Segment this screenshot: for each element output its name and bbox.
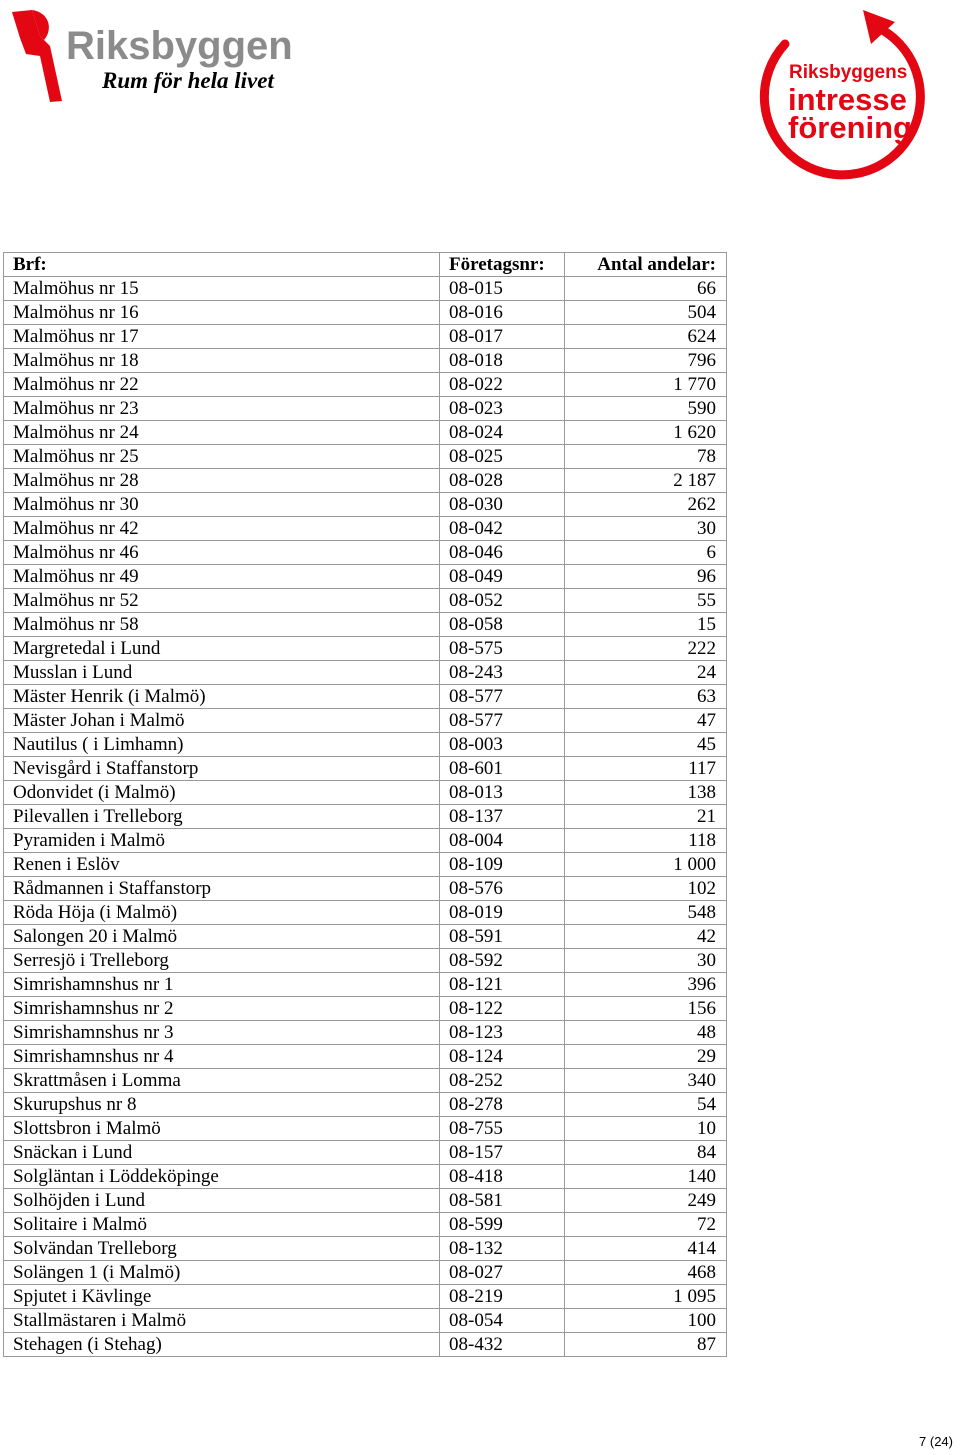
table-row — [4, 709, 727, 733]
cell-foretagsnr: 08-025 — [440, 445, 565, 469]
cell-foretagsnr: 08-124 — [440, 1045, 565, 1069]
intresseforening-logo — [755, 4, 940, 192]
table-row — [4, 1165, 727, 1189]
cell-antal-andelar: 30 — [565, 517, 727, 541]
cell-foretagsnr: 08-028 — [440, 469, 565, 493]
share-table — [3, 252, 727, 1357]
table-row — [4, 1045, 727, 1069]
cell-antal-andelar: 84 — [565, 1141, 727, 1165]
cell-brf: Solgläntan i Löddeköpinge — [4, 1165, 440, 1189]
cell-foretagsnr: 08-054 — [440, 1309, 565, 1333]
cell-antal-andelar: 590 — [565, 397, 727, 421]
cell-foretagsnr: 08-018 — [440, 349, 565, 373]
table-row — [4, 781, 727, 805]
table-row — [4, 349, 727, 373]
cell-antal-andelar: 24 — [565, 661, 727, 685]
cell-antal-andelar: 140 — [565, 1165, 727, 1189]
cell-antal-andelar: 222 — [565, 637, 727, 661]
cell-antal-andelar: 249 — [565, 1189, 727, 1213]
table-row — [4, 949, 727, 973]
cell-antal-andelar: 796 — [565, 349, 727, 373]
table-row — [4, 1189, 727, 1213]
cell-antal-andelar: 63 — [565, 685, 727, 709]
cell-brf: Solhöjden i Lund — [4, 1189, 440, 1213]
cell-brf: Mäster Johan i Malmö — [4, 709, 440, 733]
logo-line-3: förening — [788, 110, 912, 145]
table-row — [4, 397, 727, 421]
table-row — [4, 1261, 727, 1285]
cell-brf: Malmöhus nr 24 — [4, 421, 440, 445]
riksbyggen-tagline: Rum för hela livet — [102, 68, 274, 93]
header-foretagsnr: Företagsnr: — [440, 253, 565, 277]
table-row — [4, 1069, 727, 1093]
cell-brf: Nevisgård i Staffanstorp — [4, 757, 440, 781]
table-row — [4, 829, 727, 853]
cell-antal-andelar: 340 — [565, 1069, 727, 1093]
cell-foretagsnr: 08-592 — [440, 949, 565, 973]
cell-antal-andelar: 55 — [565, 589, 727, 613]
cell-foretagsnr: 08-052 — [440, 589, 565, 613]
cell-brf: Malmöhus nr 30 — [4, 493, 440, 517]
cell-brf: Slottsbron i Malmö — [4, 1117, 440, 1141]
table-row — [4, 877, 727, 901]
cell-foretagsnr: 08-755 — [440, 1117, 565, 1141]
cell-brf: Malmöhus nr 15 — [4, 277, 440, 301]
table-row — [4, 301, 727, 325]
cell-foretagsnr: 08-252 — [440, 1069, 565, 1093]
table-row — [4, 325, 727, 349]
cell-antal-andelar: 96 — [565, 565, 727, 589]
cell-antal-andelar: 42 — [565, 925, 727, 949]
cell-brf: Malmöhus nr 18 — [4, 349, 440, 373]
riksbyggen-logo — [10, 6, 300, 106]
cell-foretagsnr: 08-023 — [440, 397, 565, 421]
table-row — [4, 997, 727, 1021]
cell-antal-andelar: 45 — [565, 733, 727, 757]
cell-foretagsnr: 08-243 — [440, 661, 565, 685]
cell-antal-andelar: 118 — [565, 829, 727, 853]
cell-foretagsnr: 08-024 — [440, 421, 565, 445]
cell-antal-andelar: 10 — [565, 1117, 727, 1141]
cell-antal-andelar: 396 — [565, 973, 727, 997]
table-row — [4, 541, 727, 565]
cell-antal-andelar: 72 — [565, 1213, 727, 1237]
table-row — [4, 469, 727, 493]
cell-brf: Malmöhus nr 46 — [4, 541, 440, 565]
cell-brf: Renen i Eslöv — [4, 853, 440, 877]
cell-brf: Simrishamnshus nr 3 — [4, 1021, 440, 1045]
cell-antal-andelar: 21 — [565, 805, 727, 829]
cell-brf: Skrattmåsen i Lomma — [4, 1069, 440, 1093]
header-brf: Brf: — [4, 253, 440, 277]
cell-antal-andelar: 262 — [565, 493, 727, 517]
table-row — [4, 1021, 727, 1045]
table-row — [4, 901, 727, 925]
cell-brf: Skurupshus nr 8 — [4, 1093, 440, 1117]
cell-antal-andelar: 47 — [565, 709, 727, 733]
table-row — [4, 1213, 727, 1237]
cell-foretagsnr: 08-019 — [440, 901, 565, 925]
cell-foretagsnr: 08-601 — [440, 757, 565, 781]
cell-antal-andelar: 138 — [565, 781, 727, 805]
cell-antal-andelar: 30 — [565, 949, 727, 973]
cell-brf: Simrishamnshus nr 2 — [4, 997, 440, 1021]
cell-foretagsnr: 08-157 — [440, 1141, 565, 1165]
table-row — [4, 373, 727, 397]
cell-foretagsnr: 08-013 — [440, 781, 565, 805]
cell-antal-andelar: 504 — [565, 301, 727, 325]
cell-brf: Malmöhus nr 25 — [4, 445, 440, 469]
cell-brf: Malmöhus nr 17 — [4, 325, 440, 349]
cell-foretagsnr: 08-017 — [440, 325, 565, 349]
cell-brf: Salongen 20 i Malmö — [4, 925, 440, 949]
cell-antal-andelar: 15 — [565, 613, 727, 637]
cell-antal-andelar: 1 620 — [565, 421, 727, 445]
cell-foretagsnr: 08-591 — [440, 925, 565, 949]
cell-brf: Simrishamnshus nr 4 — [4, 1045, 440, 1069]
cell-foretagsnr: 08-016 — [440, 301, 565, 325]
cell-antal-andelar: 54 — [565, 1093, 727, 1117]
cell-brf: Pyramiden i Malmö — [4, 829, 440, 853]
cell-foretagsnr: 08-122 — [440, 997, 565, 1021]
table-row — [4, 565, 727, 589]
table-row — [4, 589, 727, 613]
cell-foretagsnr: 08-027 — [440, 1261, 565, 1285]
cell-foretagsnr: 08-575 — [440, 637, 565, 661]
cell-antal-andelar: 1 095 — [565, 1285, 727, 1309]
cell-foretagsnr: 08-058 — [440, 613, 565, 637]
cell-antal-andelar: 29 — [565, 1045, 727, 1069]
cell-antal-andelar: 468 — [565, 1261, 727, 1285]
table-row — [4, 853, 727, 877]
logo-line-1: Riksbyggens — [789, 62, 908, 83]
cell-foretagsnr: 08-576 — [440, 877, 565, 901]
cell-foretagsnr: 08-042 — [440, 517, 565, 541]
cell-foretagsnr: 08-123 — [440, 1021, 565, 1045]
cell-antal-andelar: 1 770 — [565, 373, 727, 397]
cell-antal-andelar: 624 — [565, 325, 727, 349]
cell-brf: Stallmästaren i Malmö — [4, 1309, 440, 1333]
cell-brf: Rådmannen i Staffanstorp — [4, 877, 440, 901]
table-row — [4, 277, 727, 301]
cell-foretagsnr: 08-049 — [440, 565, 565, 589]
cell-antal-andelar: 78 — [565, 445, 727, 469]
cell-brf: Margretedal i Lund — [4, 637, 440, 661]
cell-brf: Malmöhus nr 22 — [4, 373, 440, 397]
cell-antal-andelar: 87 — [565, 1333, 727, 1357]
cell-brf: Malmöhus nr 58 — [4, 613, 440, 637]
table-row — [4, 1237, 727, 1261]
table-row — [4, 1333, 727, 1357]
table-row — [4, 925, 727, 949]
table-row — [4, 421, 727, 445]
cell-brf: Spjutet i Kävlinge — [4, 1285, 440, 1309]
cell-antal-andelar: 66 — [565, 277, 727, 301]
table-row — [4, 805, 727, 829]
cell-brf: Malmöhus nr 23 — [4, 397, 440, 421]
cell-brf: Mäster Henrik (i Malmö) — [4, 685, 440, 709]
table-row — [4, 1117, 727, 1141]
cell-antal-andelar: 102 — [565, 877, 727, 901]
cell-brf: Malmöhus nr 49 — [4, 565, 440, 589]
cell-foretagsnr: 08-432 — [440, 1333, 565, 1357]
cell-antal-andelar: 156 — [565, 997, 727, 1021]
cell-foretagsnr: 08-577 — [440, 685, 565, 709]
cell-foretagsnr: 08-121 — [440, 973, 565, 997]
page-number: 7 (24) — [919, 1434, 953, 1449]
cell-foretagsnr: 08-581 — [440, 1189, 565, 1213]
cell-foretagsnr: 08-015 — [440, 277, 565, 301]
table-row — [4, 445, 727, 469]
cell-antal-andelar: 414 — [565, 1237, 727, 1261]
cell-foretagsnr: 08-132 — [440, 1237, 565, 1261]
cell-brf: Malmöhus nr 52 — [4, 589, 440, 613]
cell-brf: Stehagen (i Stehag) — [4, 1333, 440, 1357]
cell-foretagsnr: 08-022 — [440, 373, 565, 397]
cell-brf: Röda Höja (i Malmö) — [4, 901, 440, 925]
riksbyggen-wordmark: Riksbyggen — [66, 24, 293, 68]
cell-foretagsnr: 08-577 — [440, 709, 565, 733]
cell-antal-andelar: 6 — [565, 541, 727, 565]
cell-antal-andelar: 1 000 — [565, 853, 727, 877]
cell-foretagsnr: 08-418 — [440, 1165, 565, 1189]
table-row — [4, 1309, 727, 1333]
table-header-row — [4, 253, 727, 277]
cell-foretagsnr: 08-137 — [440, 805, 565, 829]
cell-brf: Snäckan i Lund — [4, 1141, 440, 1165]
cell-antal-andelar: 2 187 — [565, 469, 727, 493]
cell-antal-andelar: 548 — [565, 901, 727, 925]
table-row — [4, 1141, 727, 1165]
table-row — [4, 637, 727, 661]
cell-brf: Simrishamnshus nr 1 — [4, 973, 440, 997]
cell-antal-andelar: 48 — [565, 1021, 727, 1045]
cell-brf: Malmöhus nr 28 — [4, 469, 440, 493]
cell-brf: Musslan i Lund — [4, 661, 440, 685]
cell-foretagsnr: 08-109 — [440, 853, 565, 877]
cell-antal-andelar: 117 — [565, 757, 727, 781]
cell-foretagsnr: 08-003 — [440, 733, 565, 757]
table-row — [4, 685, 727, 709]
table-row — [4, 661, 727, 685]
cell-brf: Serresjö i Trelleborg — [4, 949, 440, 973]
logo-line-2: intresse — [788, 82, 907, 117]
table-row — [4, 613, 727, 637]
cell-brf: Odonvidet (i Malmö) — [4, 781, 440, 805]
table-row — [4, 757, 727, 781]
header-antal-andelar: Antal andelar: — [565, 253, 727, 277]
table-row — [4, 493, 727, 517]
table-row — [4, 1093, 727, 1117]
cell-brf: Solängen 1 (i Malmö) — [4, 1261, 440, 1285]
table-row — [4, 973, 727, 997]
cell-foretagsnr: 08-046 — [440, 541, 565, 565]
cell-brf: Pilevallen i Trelleborg — [4, 805, 440, 829]
cell-foretagsnr: 08-599 — [440, 1213, 565, 1237]
cell-foretagsnr: 08-278 — [440, 1093, 565, 1117]
table-row — [4, 733, 727, 757]
cell-brf: Nautilus ( i Limhamn) — [4, 733, 440, 757]
cell-brf: Malmöhus nr 42 — [4, 517, 440, 541]
cell-brf: Solvändan Trelleborg — [4, 1237, 440, 1261]
table-row — [4, 1285, 727, 1309]
cell-foretagsnr: 08-030 — [440, 493, 565, 517]
table-row — [4, 517, 727, 541]
cell-antal-andelar: 100 — [565, 1309, 727, 1333]
cell-brf: Malmöhus nr 16 — [4, 301, 440, 325]
cell-foretagsnr: 08-004 — [440, 829, 565, 853]
cell-brf: Solitaire i Malmö — [4, 1213, 440, 1237]
cell-foretagsnr: 08-219 — [440, 1285, 565, 1309]
